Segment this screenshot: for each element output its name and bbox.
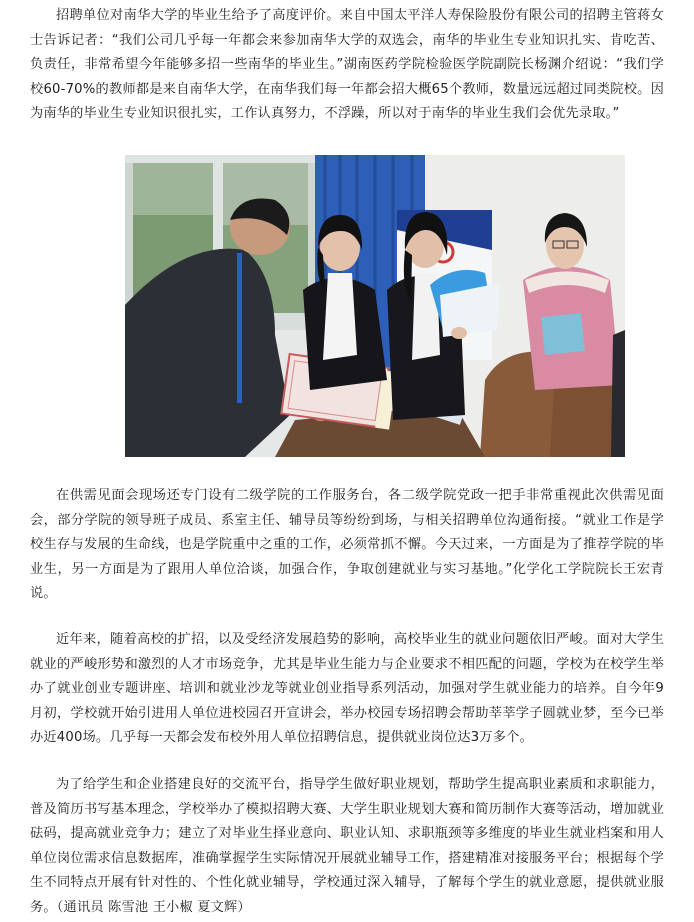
article-paragraph-1: 招聘单位对南华大学的毕业生给予了高度评价。来自中国太平洋人寿保险股份有限公司的招聘主管蒋女士告诉记者：“我们公司几乎每一年都会来参加南华大学的双选会，南华的毕业生专业知识扎实、肯吃苦、负责任，非常希望今年能够多招一些南华的毕业生。”湖南医药学院检验医学院副院长杨渊介绍说：“我们学校60-70%的教师都是来自南华大学，在南华我们每一年都会招大概65个教师，数量远远超过同类院校。因为南华的毕业生专业知识很扎实，工作认真努力，不浮躁，所以对于南华的毕业生我们会优先录取。” (30, 8, 664, 121)
article-paragraph-3: 近年来，随着高校的扩招，以及受经济发展趋势的影响，高校毕业生的就业问题依旧严峻。面对大学生就业的严峻形势和激烈的人才市场竞争，尤其是毕业生能力与企业要求不相匹配的问题，学校为在校学生举办了就业创业专题讲座、培训和就业沙龙等就业创业指导系列活动，加强对学生就业能力的培养。自今年9月初，学校就开始引进用人单位进校园召开宣讲会，举办校园专场招聘会帮助莘莘学子圆就业梦，至今已举办近400场。几乎每一天都会发布校外用人单位招聘信息，提供就业岗位达3万多个。 (30, 632, 664, 745)
photo-illustration (125, 155, 625, 457)
article-photo (125, 155, 625, 457)
article-paragraph-4: 为了给学生和企业搭建良好的交流平台，指导学生做好职业规划，帮助学生提高职业素质和求职能力，普及简历书写基本理念，学校举办了模拟招聘大赛、大学生职业规划大赛和简历制作大赛等活动，增加就业砝码，提高就业竞争力；建立了对毕业生择业意向、职业认知、求职瓶颈等多维度的毕业生就业档案和用人单位岗位需求信息数据库，准确掌握学生实际情况开展就业辅导工作，搭建精准对接服务平台；根据每个学生不同特点开展有针对性的、个性化就业辅导，学校通过深入辅导，了解每个学生的就业意愿，提供就业服务。（通讯员 陈雪池 王小椒 夏文辉） (30, 777, 664, 915)
article-paragraph-2: 在供需见面会现场还专门设有二级学院的工作服务台，各二级学院党政一把手非常重视此次供需见面会，部分学院的领导班子成员、系室主任、辅导员等纷纷到场，与相关招聘单位沟通衔接。“就业工作是学校生存与发展的生命线，也是学院重中之重的工作，必须常抓不懈。今天过来，一方面是为了推荐学院的毕业生，另一方面是为了跟用人单位洽谈，加强合作，争取创建就业与实习基地。”化学化工学院院长王宏青说。 (30, 488, 664, 601)
